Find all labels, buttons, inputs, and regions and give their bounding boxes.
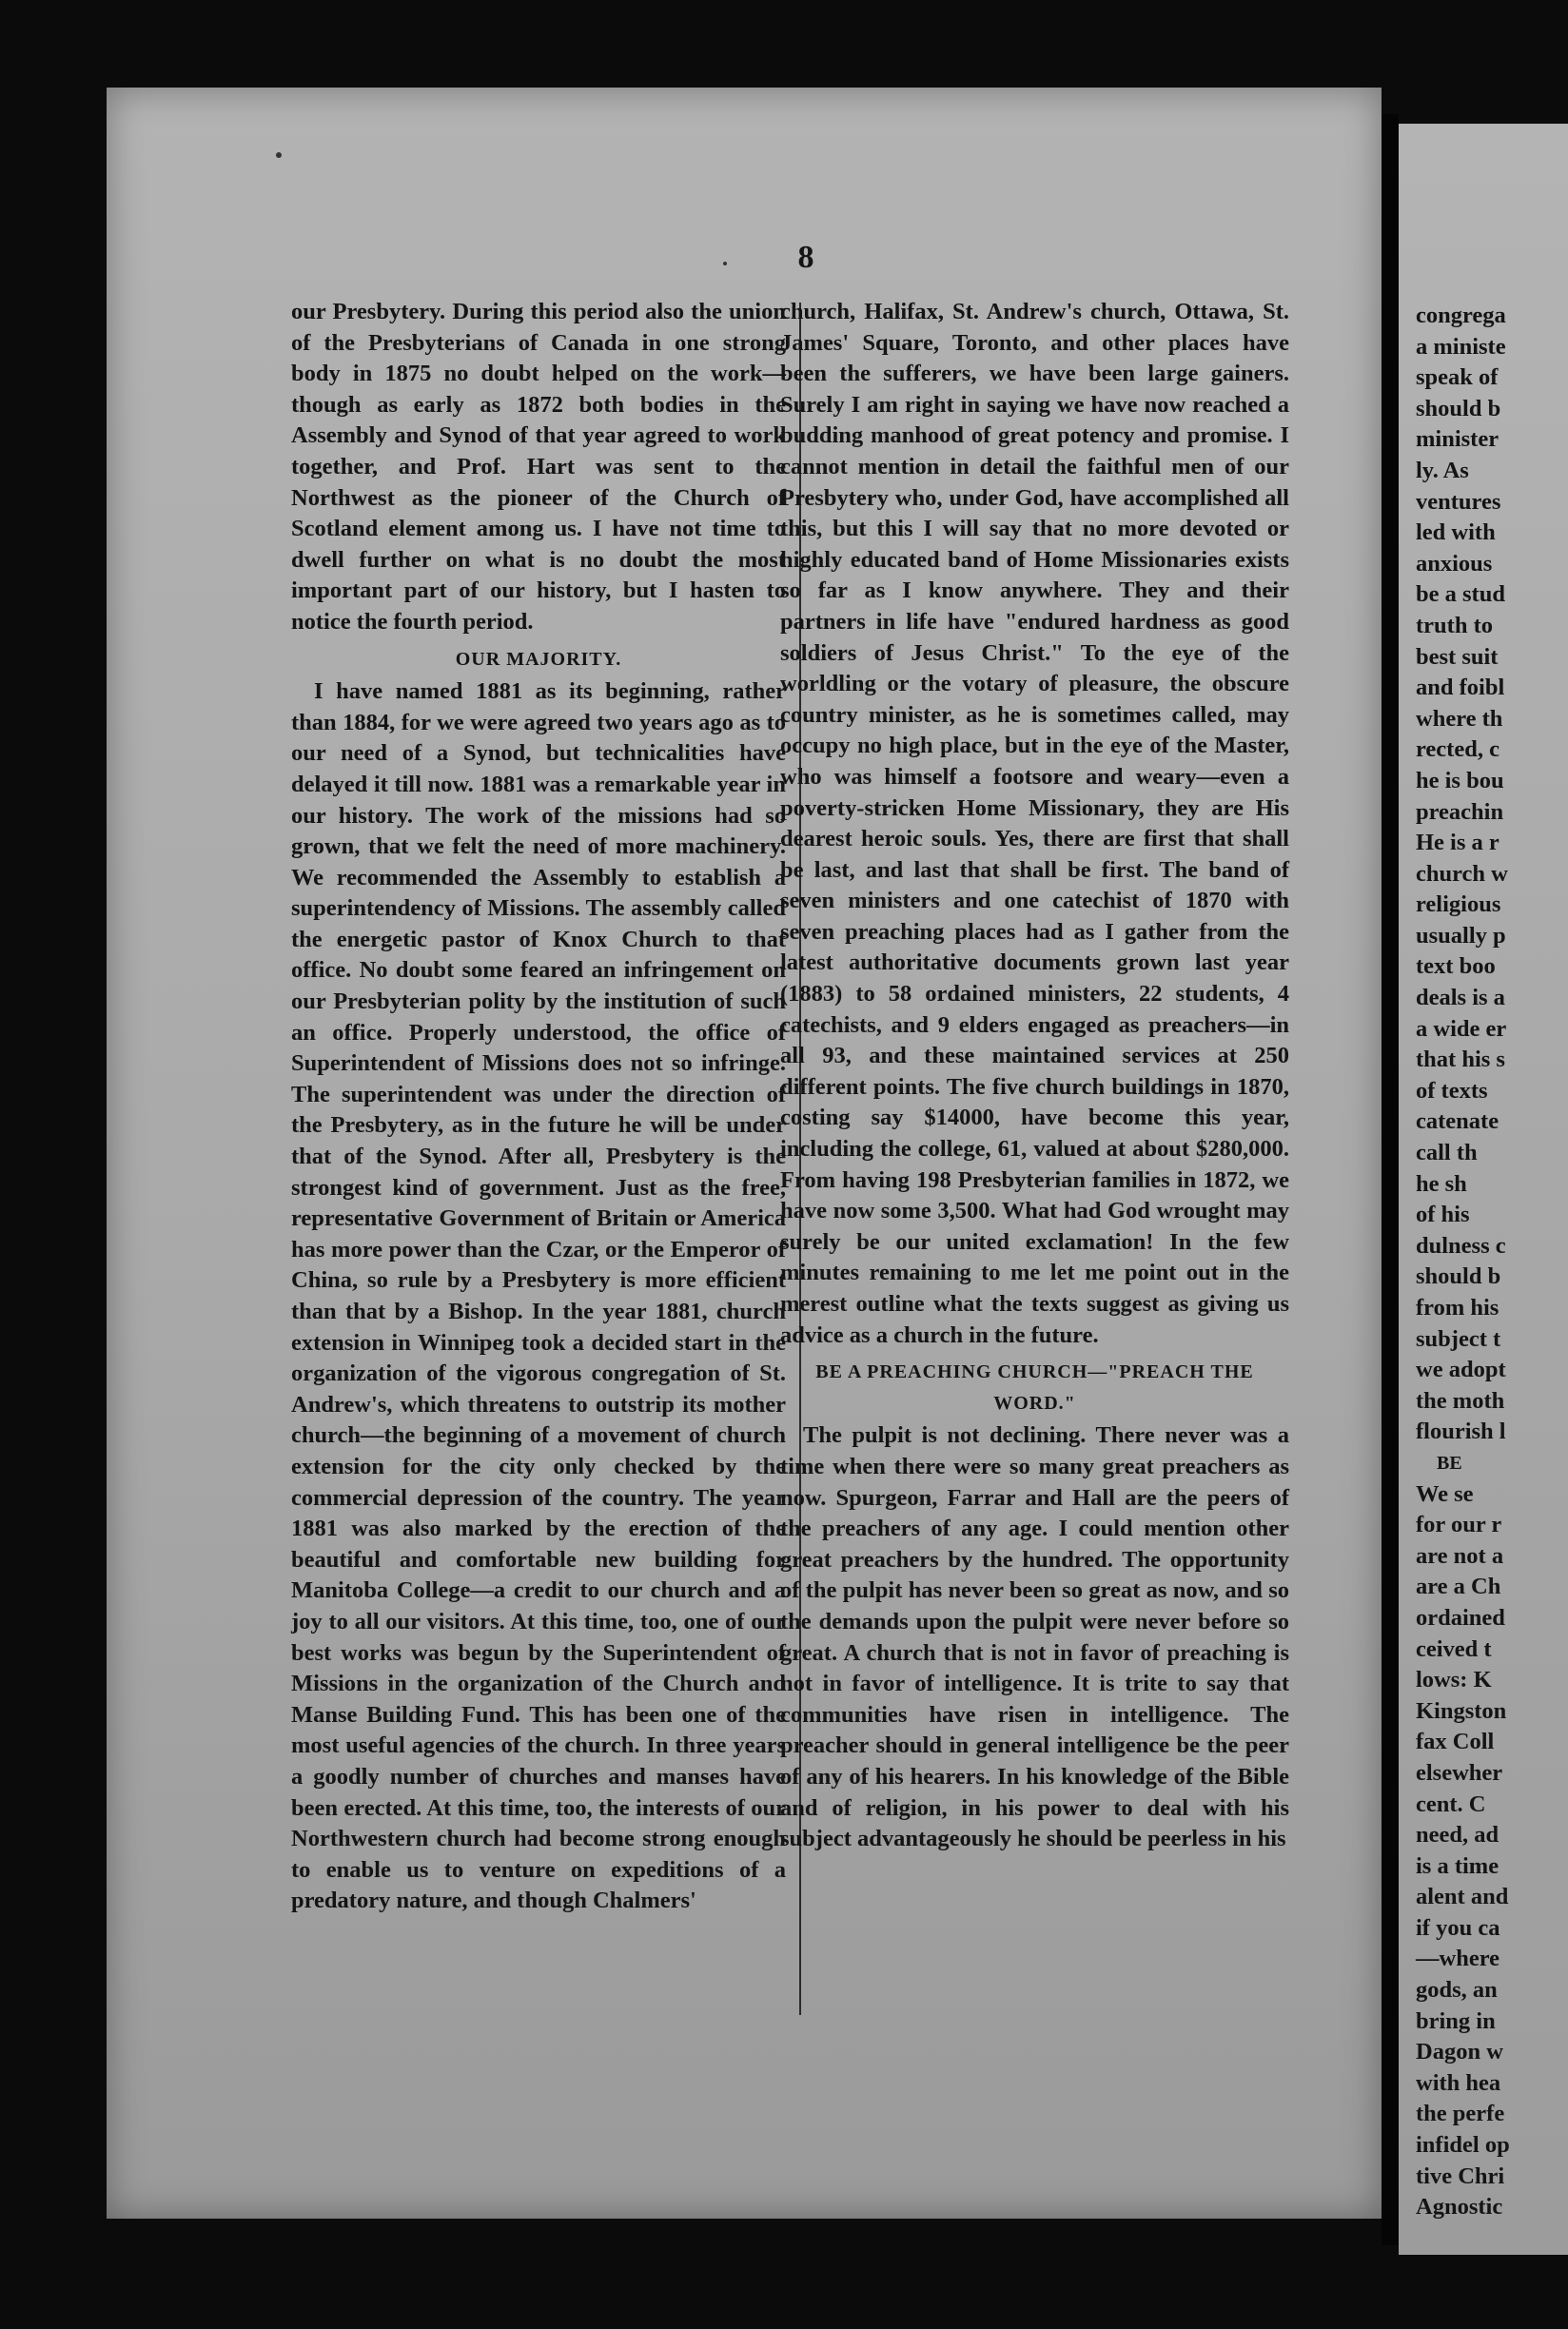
adjacent-page-line: alent and xyxy=(1416,1884,1509,1910)
adjacent-page-line: is a time xyxy=(1416,1852,1499,1879)
adjacent-page-line: minister xyxy=(1416,426,1499,453)
adjacent-page-line: be a stud xyxy=(1416,581,1505,608)
right-column xyxy=(780,297,1289,1855)
adjacent-page-line: are a Ch xyxy=(1416,1574,1501,1600)
adjacent-page-line: infidel op xyxy=(1416,2132,1510,2159)
adjacent-page-line: cent. C xyxy=(1416,1791,1486,1817)
adjacent-page-line: we adopt xyxy=(1416,1357,1506,1383)
adjacent-page-line: ly. As xyxy=(1416,457,1469,483)
adjacent-page-line: ventures xyxy=(1416,488,1501,515)
section-heading: OUR MAJORITY. xyxy=(455,648,622,670)
adjacent-page-line: preachin xyxy=(1416,798,1504,825)
adjacent-page-line: rected, c xyxy=(1416,736,1499,763)
adjacent-page-line: and foibl xyxy=(1416,675,1505,701)
adjacent-page-line: Agnostic xyxy=(1416,2194,1503,2221)
paragraph: our Presbytery. During this period also the union of the Presbyterians of Canada in one strong body in 1875 no doubt helped on the work—though as early as 1872 both bodies in the Assembly and Synod of that year agreed to work together, and Prof. Hart was sent to the Northwest as the pioneer of the Church of Scotland element among us. I have not time to dwell further on what is no doubt the most important part of our history, but I hasten to notice the fourth period. xyxy=(291,299,786,635)
adjacent-page xyxy=(1399,124,1568,2255)
adjacent-page-line: led with xyxy=(1416,519,1496,546)
adjacent-page-line: Dagon w xyxy=(1416,2039,1503,2065)
adjacent-page-line: best suit xyxy=(1416,643,1499,670)
adjacent-page-line: are not a xyxy=(1416,1542,1504,1569)
adjacent-page-line: BE xyxy=(1437,1452,1462,1474)
adjacent-page-line: of his xyxy=(1416,1202,1470,1228)
adjacent-page-line: gods, an xyxy=(1416,1977,1498,2004)
adjacent-page-line: catenate xyxy=(1416,1108,1499,1135)
adjacent-page-line: congrega xyxy=(1416,303,1506,328)
adjacent-page-line: for our r xyxy=(1416,1512,1502,1538)
page-number: 8 xyxy=(797,240,814,275)
left-column xyxy=(291,297,786,1917)
paragraph: I have named 1881 as its beginning, rather than 1884, for we were agreed two years ago as to our need of a Synod, but technicalities have delayed it till now. 1881 was a remarkable year in our history. The work of the missions had so grown, that we felt the need of more machinery. We recommended the Assembly to establish a superintendency of Missions. The assembly called the energetic pastor of Knox Church to that office. No doubt some feared an infringement on our Presbyterian polity by the institution of such an office. Properly understood, the office of Superintendent of Missions does not so infringe. The superintendent was under the direction of the Presbytery, as in the future he will be under that of the Synod. After all, Presbytery is the strongest kind of government. Just as the free, representative Government of Britain or America has more power than the Czar, or the Emperor of China, so rule by a Presbytery is more efficient than that by a Bishop. In the year 1881, church extension in Winnipeg took a decided start in the organization of the vigorous congregation of St. Andrew's, which threatens to outstrip its mother church—the beginning of a movement of church extension for the city only checked by the commercial depression of the country. The year 1881 was also marked by the erection of the beautiful and comfortable new building for Manitoba College—a credit to our church and a joy to all our visitors. At this time, too, one of our best works was begun by the Superintendent of Missions in the organization of the Church and Manse Building Fund. This has been one of the most useful agencies of the church. In three years a goodly number of churches and manses have been erected. At this time, too, the interests of our Northwestern church had become strong enough to enable us to venture on expeditions of a predatory nature, and though Chalmers' xyxy=(291,678,786,1914)
adjacent-page-line: church w xyxy=(1416,860,1508,887)
adjacent-page-line: subject t xyxy=(1416,1325,1501,1352)
adjacent-page-line: of texts xyxy=(1416,1077,1488,1104)
adjacent-page-line: the perfe xyxy=(1416,2101,1505,2127)
ink-speck xyxy=(723,262,727,265)
adjacent-page-line: bring in xyxy=(1416,2007,1496,2034)
adjacent-page-line: a wide er xyxy=(1416,1015,1507,1042)
adjacent-page-line: He is a r xyxy=(1416,830,1499,856)
adjacent-page-line: —where xyxy=(1416,1946,1499,1972)
adjacent-page-line: ordained xyxy=(1416,1604,1505,1631)
adjacent-page-line: with hea xyxy=(1416,2069,1501,2096)
section-heading: BE A PREACHING CHURCH—"PREACH THE WORD." xyxy=(815,1361,1254,1414)
adjacent-page-line: truth to xyxy=(1416,612,1493,638)
adjacent-page-line: text boo xyxy=(1416,953,1496,980)
adjacent-page-line: flourish l xyxy=(1416,1419,1506,1445)
paragraph: The pulpit is not declining. There never was a time when there were so many great preachers as now. Spurgeon, Farrar and Hall are the peers of the preachers of any age. I could mention other great preachers by the hundred. The opportunity of the pulpit has never been so great as now, and so the demands upon the pulpit were never before so great. A church that is not in favor of preaching is not in favor of intelligence. It is trite to say that communities have risen in intelligence. The preacher should in general intelligence be the peer of any of his hearers. In his knowledge of the Bible and of religion, in his power to deal with his subject advantageously he should be peerless in his xyxy=(780,1422,1289,1852)
paragraph: church, Halifax, St. Andrew's church, Ottawa, St. James' Square, Toronto, and other places have been the sufferers, we have been large gainers. Surely I am right in saying we have now reached a budding manhood of great potency and promise. I cannot mention in detail the faithful men of our Presbytery who, under God, have accomplished all this, but this I will say that no more devoted or highly educated band of Home Missionaries exists so far as I know anywhere. They and their partners in life have "endured hardness as good soldiers of Jesus Christ." To the eye of the worldling or the votary of pleasure, the obscure country minister, as he is sometimes called, may occupy no high place, but in the eye of the Master, who was himself a footsore and weary—even a poverty-stricken Home Missionary, they are His dearest heroic souls. Yes, there are first that shall be last, and last that shall be first. The band of seven ministers and one catechist of 1870 with seven preaching places had as I gather from the latest authoritative documents grown last year (1883) to 58 ordained ministers, 22 students, 4 catechists, and 9 elders engaged as preachers—in all 93, and these maintained services at 250 different points. The five church buildings in 1870, costing say $14000, have become this year, including the college, 61, valued at about $280,000. From having 198 Presbyterian families in 1872, we have now some 3,500. What had God wrought may surely be our united exclamation! In the few minutes remaining to me let me point out in the merest outline what the texts suggest as giving us advice as a church in the future. xyxy=(780,299,1289,1348)
book-gutter xyxy=(1382,114,1399,2245)
adjacent-page-line: from his xyxy=(1416,1295,1499,1321)
adjacent-page-line: usually p xyxy=(1416,922,1506,949)
adjacent-page-line: tive Chri xyxy=(1416,2163,1505,2189)
adjacent-page-line: fax Coll xyxy=(1416,1729,1495,1755)
adjacent-page-text xyxy=(1408,301,1510,2223)
ink-speck xyxy=(276,152,282,158)
adjacent-page-line: that his s xyxy=(1416,1047,1505,1073)
adjacent-page-line: lows: K xyxy=(1416,1667,1492,1693)
adjacent-page-line: need, ad xyxy=(1416,1822,1499,1849)
adjacent-page-line: if you ca xyxy=(1416,1914,1500,1941)
adjacent-page-line: call th xyxy=(1416,1140,1478,1166)
adjacent-page-line: should b xyxy=(1416,1263,1501,1290)
adjacent-page-line: he sh xyxy=(1416,1170,1467,1197)
adjacent-page-line: a ministe xyxy=(1416,333,1506,360)
adjacent-page-line: he is bou xyxy=(1416,767,1504,793)
adjacent-page-line: anxious xyxy=(1416,550,1493,577)
adjacent-page-line: We se xyxy=(1416,1480,1474,1507)
adjacent-page-line: the moth xyxy=(1416,1387,1505,1414)
adjacent-page-line: ceived t xyxy=(1416,1635,1492,1662)
adjacent-page-line: religious xyxy=(1416,891,1501,918)
adjacent-page-line: elsewher xyxy=(1416,1759,1503,1786)
adjacent-page-line: should b xyxy=(1416,395,1501,421)
adjacent-page-line: speak of xyxy=(1416,364,1499,391)
adjacent-page-line: deals is a xyxy=(1416,985,1505,1011)
adjacent-page-line: Kingston xyxy=(1416,1697,1507,1724)
adjacent-page-line: where th xyxy=(1416,705,1503,732)
adjacent-page-line: dulness c xyxy=(1416,1232,1506,1259)
